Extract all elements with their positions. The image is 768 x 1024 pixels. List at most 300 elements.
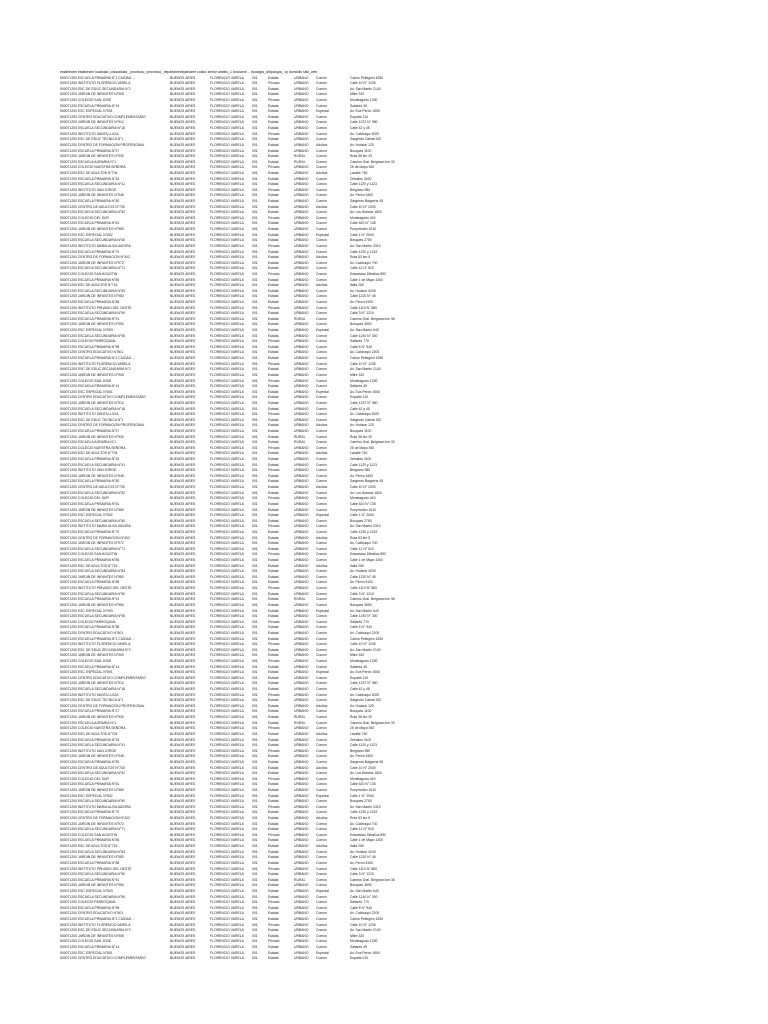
- table-cell: BUENOS AIRES: [170, 894, 196, 899]
- table-cell: URBANO: [294, 692, 309, 697]
- table-cell: Privado: [268, 339, 280, 344]
- table-cell: 500071200 ESC DE ADULTOS N°704: [60, 731, 118, 736]
- table-cell: Común: [316, 193, 327, 198]
- table-cell: Estatal: [268, 563, 279, 568]
- table-cell: 500071200 INSTITUTO MARIA AUXILIADORA: [60, 524, 131, 529]
- table-cell: Sargento Cabral 320: [350, 137, 382, 142]
- table-cell: FLORENCIO VARELA: [210, 384, 244, 389]
- table-cell: Estatal: [268, 417, 279, 422]
- table-cell: BUENOS AIRES: [170, 221, 196, 226]
- table-cell: Estatal: [268, 473, 279, 478]
- table-cell: 500071200 ESCUELA PRIMARIA N°70: [60, 249, 120, 254]
- table-cell: URBANO: [294, 653, 309, 658]
- table-cell: 001: [252, 434, 258, 439]
- table-cell: Sallarés 45: [350, 945, 367, 950]
- table-cell: España 210: [350, 675, 369, 680]
- table-cell: Común: [316, 529, 327, 534]
- table-cell: 500071200 INSTITUTO SAN JORGE: [60, 748, 117, 753]
- table-cell: FLORENCIO VARELA: [210, 311, 244, 316]
- table-cell: BUENOS AIRES: [170, 361, 196, 366]
- table-cell: 500071200 ESCUELA SECUNDARIA N°60: [60, 518, 126, 523]
- table-cell: Común: [316, 782, 327, 787]
- table-cell: URBANO: [294, 894, 309, 899]
- table-cell: Av. Hudson 125: [350, 423, 374, 428]
- table-cell: 500071200 INSTITUTO PRIVADO DEL OESTE: [60, 586, 132, 591]
- table-cell: Estatal: [268, 860, 279, 865]
- table-cell: Av. San Martín 3310: [350, 243, 381, 248]
- table-cell: Adultos: [316, 485, 328, 490]
- table-cell: URBANO: [294, 266, 309, 271]
- table-cell: URBANO: [294, 670, 309, 675]
- table-cell: Camino Gral. Belgrano km 36: [350, 316, 395, 321]
- table-cell: Estatal: [268, 451, 279, 456]
- table-cell: FLORENCIO VARELA: [210, 698, 244, 703]
- table-cell: 500071200 JARDIN DE INFANTES N°960: [60, 788, 124, 792]
- table-cell: 500071200 ESCUELA SECUNDARIA N°90: [60, 872, 126, 877]
- table-cell: 500071200 ESCUELA AGRARIA N°1: [60, 159, 117, 164]
- table-cell: URBANO: [294, 137, 309, 142]
- table-cell: URBANO: [294, 142, 309, 147]
- table-cell: FLORENCIO VARELA: [210, 900, 244, 905]
- table-cell: Estatal: [268, 698, 279, 703]
- table-cell: 500071200 COLEGIO DEL SUR: [60, 496, 109, 501]
- table-cell: Común: [316, 266, 327, 271]
- table-cell: 500071200 JARDIN DE INFANTES N°905: [60, 372, 124, 377]
- table-cell: 001: [252, 468, 258, 473]
- table-cell: 001: [252, 558, 258, 563]
- table-cell: FLORENCIO VARELA: [210, 333, 244, 338]
- table-cell: Calle 1110 N° 880: [350, 586, 378, 591]
- table-cell: Estatal: [268, 193, 279, 198]
- table-cell: URBANO: [294, 558, 309, 563]
- table-cell: 500071200 ESCUELA PRIMARIA N°80: [60, 277, 120, 282]
- table-cell: Calle 10 N° 1235: [350, 361, 376, 366]
- table-cell: 001: [252, 389, 258, 394]
- table-cell: Especial: [316, 109, 329, 114]
- table-cell: BUENOS AIRES: [170, 956, 196, 961]
- table-cell: Estatal: [268, 221, 279, 226]
- table-cell: FLORENCIO VARELA: [210, 849, 244, 854]
- table-cell: Común: [316, 715, 327, 720]
- table-cell: Estatal: [268, 294, 279, 299]
- table-cell: FLORENCIO VARELA: [210, 378, 244, 383]
- table-cell: Estatal: [268, 529, 279, 534]
- table-cell: Común: [316, 900, 327, 905]
- table-cell: España 210: [350, 395, 369, 400]
- table-cell: FLORENCIO VARELA: [210, 501, 244, 506]
- table-cell: Av. Los Álamos 1800: [350, 490, 382, 495]
- table-cell: BUENOS AIRES: [170, 866, 196, 871]
- table-cell: Estatal: [268, 154, 279, 159]
- table-cell: 500071200 CENTRO DE ADULTOS N°730: [60, 485, 125, 490]
- table-cell: BUENOS AIRES: [170, 933, 196, 938]
- table-cell: 500071200 COLEGIO SAN JOSE: [60, 98, 112, 103]
- table-cell: Carlos Pellegrini 4250: [350, 356, 384, 361]
- table-cell: Estatal: [268, 788, 279, 792]
- table-cell: BUENOS AIRES: [170, 816, 196, 821]
- table-cell: 500071200 ESCUELA PRIMARIA N°27: [60, 148, 120, 153]
- table-cell: URBANO: [294, 608, 309, 613]
- table-cell: 500071200 COLEGIO PARROQUIAL: [60, 619, 117, 624]
- table-cell: 500071200 ESCUELA SECUNDARIA N°41: [60, 182, 126, 187]
- table-cell: FLORENCIO VARELA: [210, 406, 244, 411]
- table-cell: Estatal: [268, 75, 279, 80]
- table-cell: 500071200 ESCUELA SECUNDARIA N°60: [60, 799, 126, 804]
- table-cell: URBANO: [294, 793, 309, 798]
- table-cell: URBANO: [294, 311, 309, 316]
- table-cell: 500071200 CENTRO DE FORMACION PROFESIONAL: [60, 142, 145, 147]
- table-cell: BUENOS AIRES: [170, 518, 196, 523]
- table-cell: 500071200 JARDIN DE INFANTES N°930: [60, 715, 124, 720]
- table-cell: Especial: [316, 888, 329, 893]
- table-cell: Adultos: [316, 816, 328, 821]
- table-cell: 001: [252, 114, 258, 119]
- table-cell: BUENOS AIRES: [170, 204, 196, 209]
- table-cell: Ruta 36 km 29: [350, 715, 373, 720]
- table-cell: BUENOS AIRES: [170, 227, 196, 232]
- table-cell: 500071200 CENTRO EDUCATIVO COMPLEMENTARIO: [60, 956, 146, 961]
- table-cell: URBANO: [294, 92, 309, 97]
- table-cell: FLORENCIO VARELA: [210, 400, 244, 405]
- table-cell: FLORENCIO VARELA: [210, 361, 244, 366]
- table-cell: URBANO: [294, 664, 309, 669]
- table-cell: BUENOS AIRES: [170, 170, 196, 175]
- table-cell: URBANO: [294, 513, 309, 518]
- table-cell: 500071200 CENTRO EDUCATIVO N°801: [60, 911, 124, 916]
- table-cell: Estatal: [268, 406, 279, 411]
- table-cell: 001: [252, 860, 258, 865]
- table-cell: Estatal: [268, 457, 279, 462]
- table-cell: FLORENCIO VARELA: [210, 187, 244, 192]
- table-cell: BUENOS AIRES: [170, 709, 196, 714]
- table-cell: 500071200 JARDIN DE INFANTES N°930: [60, 434, 124, 439]
- table-cell: 001: [252, 137, 258, 142]
- table-cell: 500071200 ESC DE EDUC SECUNDARIA N°2: [60, 86, 131, 91]
- table-cell: 001: [252, 513, 258, 518]
- table-cell: 001: [252, 266, 258, 271]
- table-cell: Bosques 2750: [350, 238, 372, 243]
- table-cell: 001: [252, 288, 258, 293]
- table-cell: 001: [252, 221, 258, 226]
- table-cell: Estatal: [268, 311, 279, 316]
- table-cell: FLORENCIO VARELA: [210, 535, 244, 540]
- table-cell: FLORENCIO VARELA: [210, 299, 244, 304]
- table-cell: 001: [252, 187, 258, 192]
- table-cell: FLORENCIO VARELA: [210, 838, 244, 843]
- table-cell: Estatal: [268, 462, 279, 467]
- table-cell: Privado: [268, 243, 280, 248]
- table-cell: BUENOS AIRES: [170, 271, 196, 276]
- table-cell: 500071200 ESC DE EDUC TECNICA N°1: [60, 417, 124, 422]
- table-cell: Monteagudo 1250: [350, 98, 378, 103]
- table-cell: BUENOS AIRES: [170, 412, 196, 417]
- table-cell: 500071200 ESCUELA AGRARIA N°1: [60, 720, 117, 725]
- table-cell: Común: [316, 647, 327, 652]
- table-cell: FLORENCIO VARELA: [210, 518, 244, 523]
- table-cell: BUENOS AIRES: [170, 479, 196, 484]
- table-cell: Común: [316, 788, 327, 792]
- table-cell: Estatal: [268, 945, 279, 950]
- table-cell: Av. San Martín 2140: [350, 928, 381, 933]
- table-cell: 500071200 ESC ESPECIAL N°502: [60, 232, 113, 237]
- table-cell: 001: [252, 148, 258, 153]
- table-cell: URBANO: [294, 451, 309, 456]
- table-cell: BUENOS AIRES: [170, 176, 196, 181]
- table-cell: BUENOS AIRES: [170, 350, 196, 355]
- table-cell: 500071200 COLEGIO DEL SUR: [60, 776, 109, 781]
- table-cell: Estatal: [268, 956, 279, 961]
- table-cell: Privado: [268, 81, 280, 86]
- table-cell: 500071200 ESC DE EDUC SECUNDARIA N°2: [60, 367, 131, 372]
- table-cell: Calle 1230 y 1232: [350, 249, 378, 254]
- table-cell: 500071200 ESCUELA PRIMARIA N°50: [60, 479, 120, 484]
- table-cell: BUENOS AIRES: [170, 384, 196, 389]
- table-cell: BUENOS AIRES: [170, 552, 196, 557]
- table-cell: Calle 10 N° 1235: [350, 642, 376, 647]
- table-cell: 001: [252, 255, 258, 260]
- table-cell: BUENOS AIRES: [170, 788, 196, 792]
- table-cell: URBANO: [294, 367, 309, 372]
- table-cell: FLORENCIO VARELA: [210, 86, 244, 91]
- table-cell: Estanislao Zeballos 890: [350, 271, 387, 276]
- table-cell: Camino Gral. Belgrano km 33: [350, 720, 395, 725]
- table-cell: URBANO: [294, 888, 309, 893]
- table-cell: 001: [252, 81, 258, 86]
- table-cell: BUENOS AIRES: [170, 182, 196, 187]
- table-cell: 001: [252, 703, 258, 708]
- table-cell: Adultos: [316, 703, 328, 708]
- table-cell: Estatal: [268, 137, 279, 142]
- table-cell: URBANO: [294, 541, 309, 546]
- table-cell: URBANO: [294, 176, 309, 181]
- table-cell: 001: [252, 496, 258, 501]
- table-cell: Común: [316, 137, 327, 142]
- table-cell: Común: [316, 339, 327, 344]
- table-cell: Estatal: [268, 249, 279, 254]
- table-cell: BUENOS AIRES: [170, 939, 196, 944]
- table-cell: Común: [316, 462, 327, 467]
- table-cell: 500071200 CENTRO DE ADULTOS N°730: [60, 204, 125, 209]
- table-cell: FLORENCIO VARELA: [210, 485, 244, 490]
- table-cell: Común: [316, 159, 327, 164]
- table-cell: Camino Gral. Belgrano km 36: [350, 877, 395, 882]
- table-cell: Estatal: [268, 423, 279, 428]
- table-cell: Común: [316, 271, 327, 276]
- table-cell: Lavalle 760: [350, 731, 368, 736]
- table-cell: FLORENCIO VARELA: [210, 782, 244, 787]
- table-cell: FLORENCIO VARELA: [210, 440, 244, 445]
- table-cell: Ruta 36 km 29: [350, 434, 373, 439]
- table-cell: Estatal: [268, 384, 279, 389]
- table-cell: 001: [252, 356, 258, 361]
- table-cell: FLORENCIO VARELA: [210, 92, 244, 97]
- table-cell: Común: [316, 866, 327, 871]
- table-cell: Común: [316, 182, 327, 187]
- table-cell: URBANO: [294, 148, 309, 153]
- table-cell: 500071200 ESCUELA PRIMARIA N°70: [60, 529, 120, 534]
- table-cell: Zeballos 3100: [350, 737, 372, 742]
- table-cell: Italia 260: [350, 283, 364, 288]
- table-cell: Zeballos 3100: [350, 176, 372, 181]
- table-cell: Av. San Martín 3310: [350, 804, 381, 809]
- table-cell: Estatal: [268, 142, 279, 147]
- table-cell: 001: [252, 182, 258, 187]
- table-cell: Común: [316, 524, 327, 529]
- table-cell: FLORENCIO VARELA: [210, 580, 244, 585]
- table-cell: Común: [316, 344, 327, 349]
- table-cell: Calle 42 y 45: [350, 406, 370, 411]
- table-cell: BUENOS AIRES: [170, 681, 196, 686]
- table-cell: Privado: [268, 98, 280, 103]
- table-cell: Bosques 3890: [350, 322, 372, 327]
- table-cell: URBANO: [294, 945, 309, 950]
- table-cell: Calle 1 N° 2540: [350, 513, 374, 518]
- table-cell: RURAL: [294, 434, 306, 439]
- table-cell: URBANO: [294, 883, 309, 888]
- table-cell: Av. Hudson 4200: [350, 849, 376, 854]
- table-cell: URBANO: [294, 524, 309, 529]
- table-cell: BUENOS AIRES: [170, 748, 196, 753]
- table-cell: 500071200 ESC DE EDUC SECUNDARIA N°2: [60, 647, 131, 652]
- table-cell: Estatal: [268, 799, 279, 804]
- table-cell: 500071200 ESCUELA SECUNDARIA N°90: [60, 311, 126, 316]
- table-cell: 001: [252, 417, 258, 422]
- table-cell: BUENOS AIRES: [170, 849, 196, 854]
- table-cell: 500071200 JARDIN DE INFANTES N°912: [60, 681, 124, 686]
- table-cell: Común: [316, 827, 327, 832]
- table-cell: 500071200 ESCUELA PRIMARIA N°1 CIUDAD ...: [60, 356, 136, 361]
- table-cell: URBANO: [294, 238, 309, 243]
- table-cell: Adultos: [316, 255, 328, 260]
- table-cell: Calle 10 N° 1235: [350, 81, 376, 86]
- table-cell: URBANO: [294, 765, 309, 770]
- table-cell: BUENOS AIRES: [170, 883, 196, 888]
- table-cell: FLORENCIO VARELA: [210, 322, 244, 327]
- table-cell: URBANO: [294, 322, 309, 327]
- table-cell: FLORENCIO VARELA: [210, 210, 244, 215]
- table-cell: 500071200 ESCUELA PRIMARIA N°1 CIUDAD ...: [60, 636, 136, 641]
- table-cell: 001: [252, 361, 258, 366]
- table-cell: 001: [252, 933, 258, 938]
- table-cell: URBANO: [294, 417, 309, 422]
- table-cell: Av. San Martín 640: [350, 888, 379, 893]
- table-cell: Av. Hudson 4200: [350, 569, 376, 574]
- table-cell: Adultos: [316, 731, 328, 736]
- table-cell: 001: [252, 821, 258, 826]
- table-cell: 001: [252, 541, 258, 546]
- table-cell: Av. San Martín 2140: [350, 86, 381, 91]
- table-cell: 500071200 CENTRO EDUCATIVO COMPLEMENTARIO: [60, 395, 146, 400]
- table-cell: FLORENCIO VARELA: [210, 788, 244, 792]
- table-cell: Estatal: [268, 844, 279, 849]
- table-cell: BUENOS AIRES: [170, 647, 196, 652]
- table-cell: FLORENCIO VARELA: [210, 249, 244, 254]
- table-cell: Estatal: [268, 103, 279, 108]
- table-cell: FLORENCIO VARELA: [210, 271, 244, 276]
- table-cell: BUENOS AIRES: [170, 109, 196, 114]
- table-cell: URBANO: [294, 350, 309, 355]
- table-cell: 001: [252, 653, 258, 658]
- table-cell: BUENOS AIRES: [170, 294, 196, 299]
- table-cell: Estatal: [268, 429, 279, 433]
- table-cell: FLORENCIO VARELA: [210, 176, 244, 181]
- table-cell: 001: [252, 670, 258, 675]
- table-cell: 001: [252, 928, 258, 933]
- table-cell: URBANO: [294, 782, 309, 787]
- table-cell: 500071200 ESCUELA SECUNDARIA N°71: [60, 546, 126, 551]
- table-cell: Estatal: [268, 255, 279, 260]
- table-cell: Común: [316, 771, 327, 776]
- table-cell: Estatal: [268, 485, 279, 490]
- table-cell: 001: [252, 277, 258, 282]
- table-cell: FLORENCIO VARELA: [210, 412, 244, 417]
- table-cell: FLORENCIO VARELA: [210, 395, 244, 400]
- table-cell: Común: [316, 804, 327, 809]
- table-cell: Estatal: [268, 288, 279, 293]
- table-cell: FLORENCIO VARELA: [210, 759, 244, 764]
- table-cell: 500071200 JARDIN DE INFANTES N°948: [60, 473, 124, 478]
- table-cell: URBANO: [294, 743, 309, 748]
- table-cell: 001: [252, 378, 258, 383]
- table-cell: 500071200 ESCUELA PRIMARIA N°91: [60, 316, 120, 321]
- table-cell: 001: [252, 597, 258, 602]
- table-cell: Adultos: [316, 204, 328, 209]
- table-cell: Estatal: [268, 260, 279, 265]
- table-cell: 500071200 ESC DE EDUC SECUNDARIA N°2: [60, 928, 131, 933]
- table-cell: Común: [316, 316, 327, 321]
- table-cell: Estatal: [268, 928, 279, 933]
- table-cell: Av. San Martín 2140: [350, 647, 381, 652]
- table-cell: Común: [316, 636, 327, 641]
- table-cell: 001: [252, 243, 258, 248]
- table-cell: 500071200 COLEGIO NUESTRA SEÑORA: [60, 726, 126, 731]
- table-cell: URBANO: [294, 395, 309, 400]
- table-cell: 001: [252, 788, 258, 792]
- table-cell: 500071200 CENTRO DE FORMACION N°402: [60, 816, 130, 821]
- table-cell: FLORENCIO VARELA: [210, 558, 244, 563]
- table-cell: URBANO: [294, 423, 309, 428]
- table-cell: Estatal: [268, 440, 279, 445]
- table-cell: 500071200 ESCUELA SECUNDARIA N°41: [60, 743, 126, 748]
- table-cell: 500071200 ESCUELA SECUNDARIA N°83: [60, 288, 126, 293]
- table-cell: BUENOS AIRES: [170, 765, 196, 770]
- table-cell: BUENOS AIRES: [170, 569, 196, 574]
- table-cell: 500071200 JARDIN DE INFANTES N°990: [60, 602, 124, 607]
- table-cell: 500071200 ESCUELA SECUNDARIA N°71: [60, 827, 126, 832]
- table-cell: Común: [316, 249, 327, 254]
- table-cell: 001: [252, 344, 258, 349]
- table-cell: 001: [252, 546, 258, 551]
- table-cell: Común: [316, 698, 327, 703]
- table-cell: Calle 12 N° 510: [350, 266, 374, 271]
- table-cell: Carlos Pellegrini 4250: [350, 917, 384, 922]
- table-cell: FLORENCIO VARELA: [210, 451, 244, 456]
- table-cell: BUENOS AIRES: [170, 743, 196, 748]
- table-cell: BUENOS AIRES: [170, 911, 196, 916]
- table-cell: Estatal: [268, 558, 279, 563]
- table-cell: 001: [252, 479, 258, 484]
- table-cell: 001: [252, 462, 258, 467]
- table-cell: 500071200 INSTITUTO SAN JORGE: [60, 468, 117, 473]
- table-cell: 500071200 ESC ESPECIAL N°503: [60, 328, 113, 333]
- table-cell: BUENOS AIRES: [170, 473, 196, 478]
- table-cell: 001: [252, 333, 258, 338]
- table-cell: 001: [252, 765, 258, 770]
- table-cell: Estatal: [268, 328, 279, 333]
- table-cell: Estatal: [268, 793, 279, 798]
- table-cell: Calle 1220 N° 45: [350, 574, 376, 579]
- table-cell: FLORENCIO VARELA: [210, 131, 244, 136]
